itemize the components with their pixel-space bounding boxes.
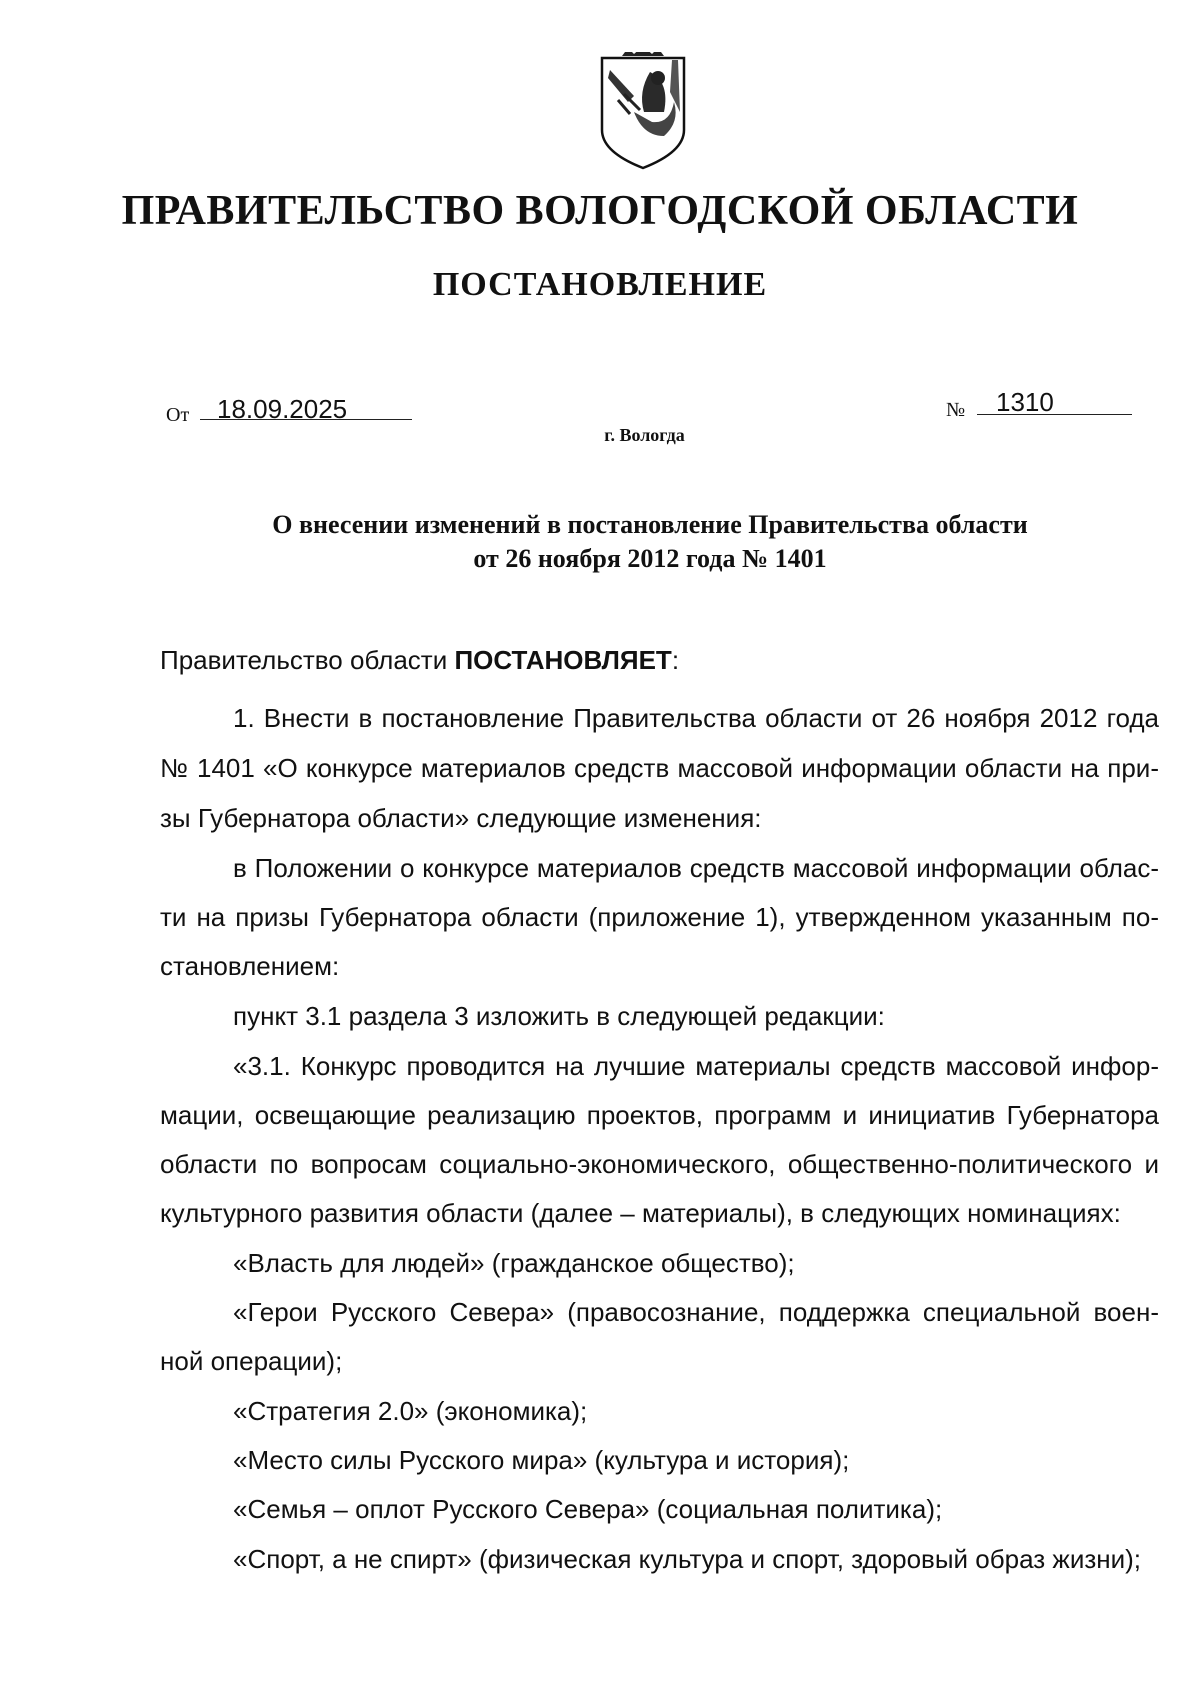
body-line-2: № 1401 «О конкурсе материалов средств массовой информации области на при- xyxy=(160,753,1159,783)
place-of-issue: г. Вологда xyxy=(604,425,685,445)
body-line-14: ной операции); xyxy=(160,1346,343,1376)
document-subject xyxy=(0,508,1200,576)
body-line-10: области по вопросам социально-экономического, общественно-политического и xyxy=(160,1149,1159,1179)
coat-of-arms-icon xyxy=(600,52,686,172)
preamble-colon: : xyxy=(671,645,680,675)
document-type: ПОСТАНОВЛЕНИЕ xyxy=(432,266,768,303)
body-line-9: мации, освещающие реализацию проектов, программ и инициатив Губернатора xyxy=(160,1100,1159,1130)
government-title: ПРАВИТЕЛЬСТВО ВОЛОГОДСКОЙ ОБЛАСТИ xyxy=(121,188,1079,234)
subject-line-1: О внесении изменений в постановление Правительства области xyxy=(272,510,1028,539)
body-line-18: «Спорт, а не спирт» (физическая культура и спорт, здоровый образ жизни); xyxy=(233,1544,1142,1574)
document-date: 18.09.2025 xyxy=(217,394,348,424)
body-line-12: «Власть для людей» (гражданское общество); xyxy=(233,1248,795,1278)
preamble-decree-word: ПОСТАНОВЛЯЕТ xyxy=(454,645,672,675)
body-line-17: «Семья – оплот Русского Севера» (социальная политика); xyxy=(233,1494,943,1524)
body-line-5: ти на призы Губернатора области (приложение 1), утвержденном указанным по- xyxy=(160,902,1159,932)
body-line-4: в Положении о конкурсе материалов средств массовой информации облас- xyxy=(233,853,1159,883)
body-line-3: зы Губернатора области» следующие изменения: xyxy=(160,803,762,833)
preamble-lead: Правительство области xyxy=(160,645,455,675)
coat-of-arms-emblem xyxy=(600,52,686,172)
body-line-11: культурного развития области (далее – материалы), в следующих номинациях: xyxy=(160,1198,1121,1228)
body-line-8: «3.1. Конкурс проводится на лучшие материалы средств массовой инфор- xyxy=(233,1051,1159,1081)
body-line-15: «Стратегия 2.0» (экономика); xyxy=(233,1396,588,1426)
subject-line-2: от 26 ноября 2012 года № 1401 xyxy=(473,544,827,573)
preamble xyxy=(160,645,679,676)
date-label: От xyxy=(166,404,190,426)
body-line-13: «Герои Русского Севера» (правосознание, поддержка специальной воен- xyxy=(233,1297,1159,1327)
body-line-6: становлением: xyxy=(160,951,340,981)
number-underline xyxy=(977,414,1132,415)
body-line-1: 1. Внести в постановление Правительства области от 26 ноября 2012 года xyxy=(233,703,1159,733)
body-line-16: «Место силы Русского мира» (культура и история); xyxy=(233,1445,850,1475)
date-underline xyxy=(200,419,412,420)
document-number: 1310 xyxy=(996,387,1054,417)
body-line-7: пункт 3.1 раздела 3 изложить в следующей редакции: xyxy=(233,1001,885,1031)
number-label: № xyxy=(946,399,966,421)
